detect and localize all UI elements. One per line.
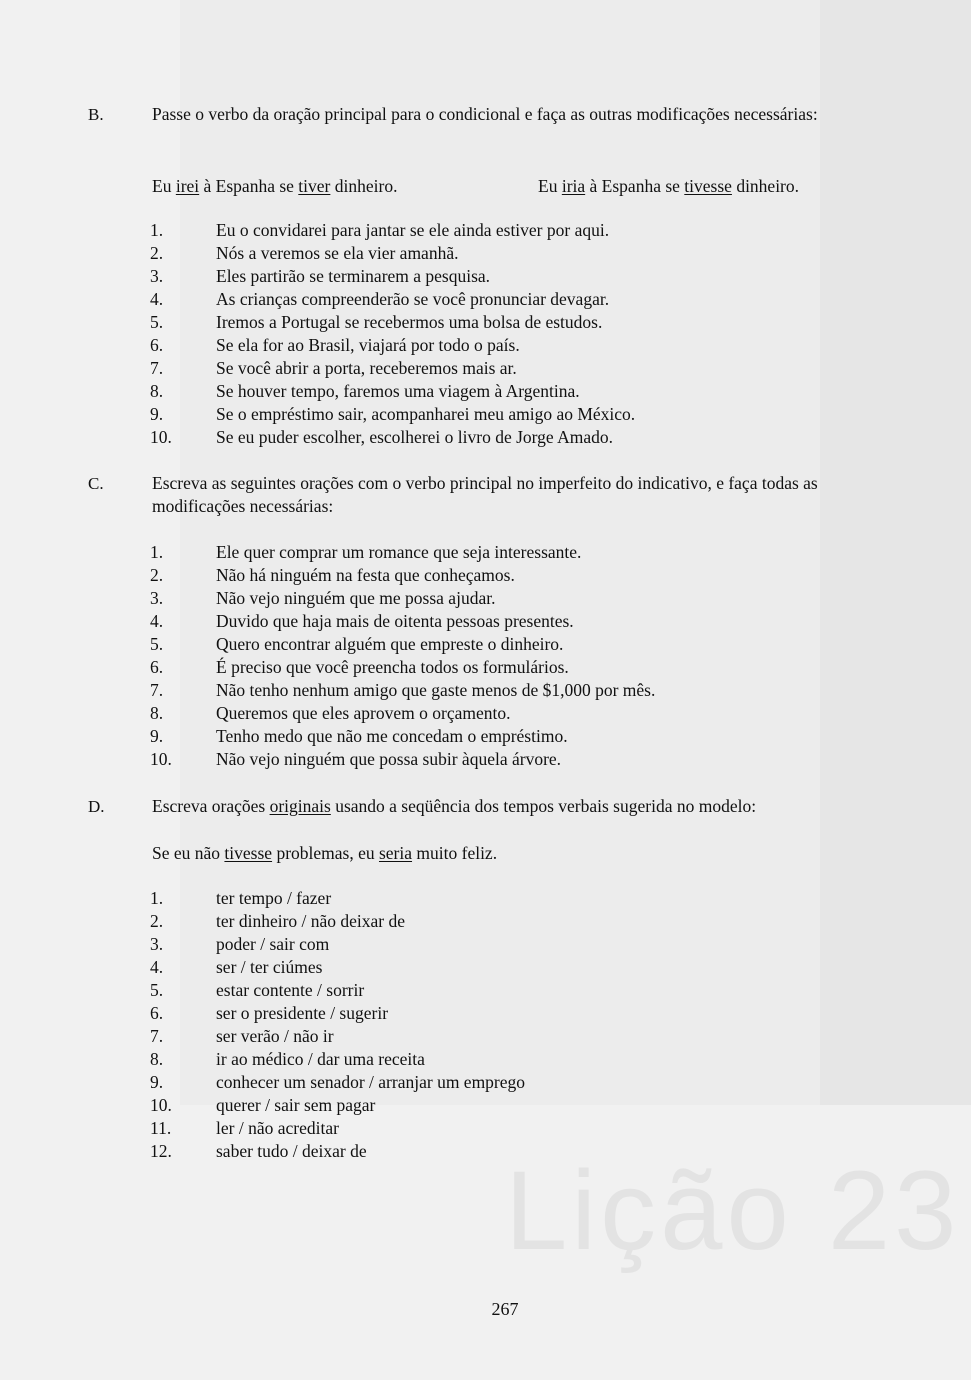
underlined-verb: irei [175, 176, 200, 196]
item-text: Eles partirão se terminarem a pesquisa. [216, 266, 491, 286]
list-item [0, 956, 971, 979]
list-item [0, 242, 971, 265]
section-b-model-transformed: Eu iria à Espanha se tivesse dinheiro. [538, 176, 800, 196]
item-number: 3. [150, 934, 164, 954]
item-number: 4. [150, 289, 164, 309]
list-item [0, 380, 971, 403]
item-text: poder / sair com [216, 934, 330, 954]
item-text: conhecer um senador / arranjar um emprego [216, 1072, 526, 1092]
section-d-instruction: Escreva orações originais usando a seqüência dos tempos verbais sugerida no modelo: [152, 796, 757, 816]
item-number: 10. [150, 749, 172, 769]
item-number: 4. [150, 957, 164, 977]
list-item [0, 979, 971, 1002]
item-number: 6. [150, 335, 164, 355]
underlined-verb: tivesse [224, 843, 273, 863]
item-number: 9. [150, 1072, 164, 1092]
list-item [0, 265, 971, 288]
list-item [0, 1094, 971, 1117]
item-number: 11. [150, 1118, 172, 1138]
item-text: É preciso que você preencha todos os formulários. [216, 657, 569, 677]
item-number: 8. [150, 703, 164, 723]
item-number: 3. [150, 588, 164, 608]
item-text: Ele quer comprar um romance que seja interessante. [216, 542, 582, 562]
list-item [0, 702, 971, 725]
list-item [0, 403, 971, 426]
item-number: 2. [150, 243, 164, 263]
list-item [0, 887, 971, 910]
underlined-verb: tivesse [684, 176, 732, 196]
item-text: Não tenho nenhum amigo que gaste menos de $1,000 por mês. [216, 680, 656, 700]
item-number: 10. [150, 427, 172, 447]
section-b-instruction: Passe o verbo da oração principal para o condicional e faça as outras modificações necessárias: [152, 104, 818, 124]
item-number: 8. [150, 381, 164, 401]
item-text: querer / sair sem pagar [216, 1095, 376, 1115]
list-item [0, 288, 971, 311]
item-text: Queremos que eles aprovem o orçamento. [216, 703, 511, 723]
item-number: 7. [150, 680, 164, 700]
item-text: Se eu puder escolher, escolherei o livro de Jorge Amado. [216, 427, 613, 447]
section-b-model-original: Eu irei à Espanha se tiver dinheiro. [152, 176, 398, 196]
watermark-lesson-title: Lição 23 [505, 1148, 961, 1273]
item-number: 5. [150, 634, 164, 654]
item-text: Nós a veremos se ela vier amanhã. [216, 243, 459, 263]
list-item [0, 1071, 971, 1094]
list-item [0, 219, 971, 242]
list-item [0, 426, 971, 449]
item-text: Iremos a Portugal se recebermos uma bolsa de estudos. [216, 312, 603, 332]
list-item [0, 1048, 971, 1071]
item-number: 7. [150, 358, 164, 378]
item-number: 6. [150, 657, 164, 677]
item-text: Eu o convidarei para jantar se ele ainda estiver por aqui. [216, 220, 610, 240]
page-number: 267 [491, 1299, 519, 1319]
item-number: 10. [150, 1095, 172, 1115]
item-text: Não vejo ninguém que me possa ajudar. [216, 588, 496, 608]
item-text: ir ao médico / dar uma receita [216, 1049, 425, 1069]
item-text: Quero encontrar alguém que empreste o dinheiro. [216, 634, 564, 654]
item-text: ser verão / não ir [216, 1026, 334, 1046]
item-number: 2. [150, 911, 164, 931]
section-d-exercise-list [0, 887, 971, 1163]
section-d-letter: D. [88, 797, 105, 816]
item-text: saber tudo / deixar de [216, 1141, 367, 1161]
list-item [0, 910, 971, 933]
item-text: Se você abrir a porta, receberemos mais ar. [216, 358, 517, 378]
item-text: ser o presidente / sugerir [216, 1003, 389, 1023]
item-text: ter tempo / fazer [216, 888, 332, 908]
section-b-exercise-list [0, 219, 971, 449]
item-text: Se houver tempo, faremos uma viagem à Argentina. [216, 381, 580, 401]
list-item [0, 311, 971, 334]
underlined-verb: iria [561, 176, 586, 196]
item-text: As crianças compreenderão se você pronunciar devagar. [216, 289, 610, 309]
item-number: 2. [150, 565, 164, 585]
item-number: 1. [150, 220, 164, 240]
item-number: 8. [150, 1049, 164, 1069]
item-number: 5. [150, 980, 164, 1000]
item-number: 3. [150, 266, 164, 286]
item-number: 4. [150, 611, 164, 631]
list-item [0, 610, 971, 633]
underlined-verb: seria [378, 843, 413, 863]
item-number: 9. [150, 726, 164, 746]
list-item [0, 725, 971, 748]
item-text: ser / ter ciúmes [216, 957, 323, 977]
item-number: 12. [150, 1141, 172, 1161]
item-text: ler / não acreditar [216, 1118, 339, 1138]
list-item [0, 933, 971, 956]
list-item [0, 656, 971, 679]
section-d-model: Se eu não tivesse problemas, eu seria muito feliz. [152, 843, 498, 863]
section-b-letter: B. [88, 105, 104, 124]
list-item [0, 1140, 971, 1163]
item-number: 6. [150, 1003, 164, 1023]
list-item [0, 679, 971, 702]
item-text: Tenho medo que não me concedam o empréstimo. [216, 726, 568, 746]
underlined-word: originais [269, 796, 331, 816]
section-c-instruction: Escreva as seguintes orações com o verbo principal no imperfeito do indicativo, e faça todas as modificações necessárias: [152, 473, 818, 516]
underlined-verb: tiver [298, 176, 331, 196]
list-item [0, 587, 971, 610]
list-item [0, 541, 971, 564]
item-text: Se o empréstimo sair, acompanharei meu amigo ao México. [216, 404, 636, 424]
list-item [0, 1002, 971, 1025]
item-text: Não vejo ninguém que possa subir àquela árvore. [216, 749, 562, 769]
item-text: Se ela for ao Brasil, viajará por todo o país. [216, 335, 520, 355]
item-number: 7. [150, 1026, 164, 1046]
list-item [0, 334, 971, 357]
item-number: 9. [150, 404, 164, 424]
item-text: Duvido que haja mais de oitenta pessoas presentes. [216, 611, 574, 631]
item-text: estar contente / sorrir [216, 980, 365, 1000]
list-item [0, 564, 971, 587]
item-number: 1. [150, 542, 164, 562]
item-text: Não há ninguém na festa que conheçamos. [216, 565, 515, 585]
list-item [0, 1025, 971, 1048]
list-item [0, 633, 971, 656]
section-c-letter: C. [88, 474, 104, 493]
item-number: 5. [150, 312, 164, 332]
item-number: 1. [150, 888, 164, 908]
item-text: ter dinheiro / não deixar de [216, 911, 406, 931]
list-item [0, 1117, 971, 1140]
section-c-exercise-list [0, 541, 971, 771]
list-item [0, 748, 971, 771]
list-item [0, 357, 971, 380]
